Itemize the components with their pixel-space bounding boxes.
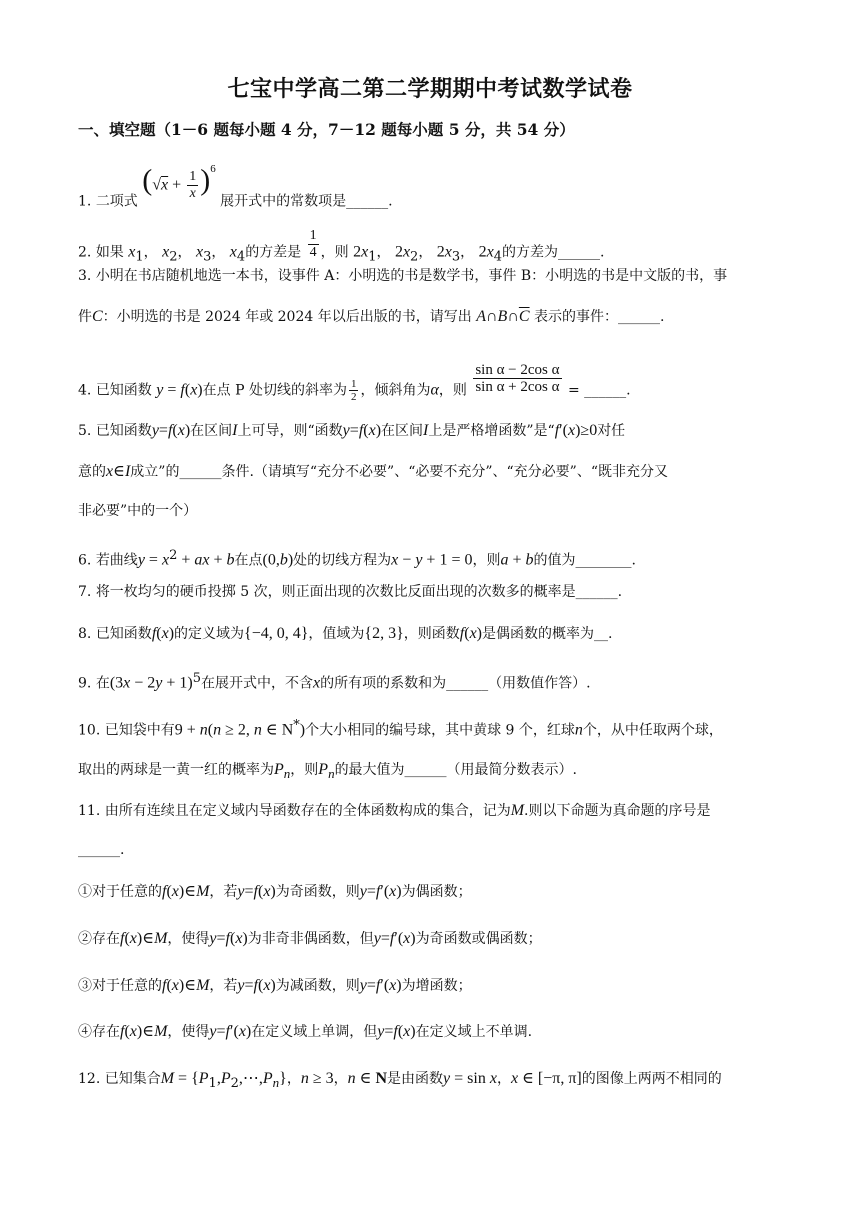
question-11-option-3: ③对于任意的f(x)∈M，若y=f(x)为减函数，则y=f′(x)为增函数； — [78, 977, 472, 994]
question-5-line-2: 意的x∈I成立”的______条件.（请填写“充分不必要”、“必要不充分”、“充分必要”、“既非充分又 — [78, 463, 668, 480]
question-11-line-1: 11. 由所有连续且在定义域内导函数存在的全体函数构成的集合，记为M.则以下命题为真命题的序号是 — [78, 802, 711, 819]
question-5-line-1: 5. 已知函数y=f(x)在区间I上可导，则“函数y=f(x)在区间I上是严格增函数”是“f′(x)≥0对任 — [78, 422, 626, 439]
section-heading: 一、填空题（1－6 题每小题 4 分，7－12 题每小题 5 分，共 54 分） — [78, 120, 575, 139]
question-10-line-2: 取出的两球是一黄一红的概率为$P_n$，则$P_n$的最大值为______（用最简分数表示）. — [78, 761, 578, 781]
question-12: 12. 已知集合$M = \{P_1,P_2,\cdots,P_n\}$，n ≥ 3，n ∈ N是由函数y = sin x，x ∈ [−π, π]的图像上两两不相同的 — [78, 1070, 722, 1091]
question-1: 1. 二项式 (√x + $\frac{1}{x}$ )$^6$ 展开式中的常数项是______. — [78, 162, 393, 210]
question-4: 4. 已知函数 y = f(x)在点 P 处切线的斜率为 $\frac{1}{2}$ ，倾斜角为α，则 $\frac{\text{sin α − 2cos α}}{\text{sin α + 2cos α}}$ = ______. — [78, 362, 631, 403]
question-11-option-4: ④存在f(x)∈M，使得y=f′(x)在定义域上单调，但y=f(x)在定义域上不单调. — [78, 1023, 533, 1040]
question-2: 2. 如果 $x_1$， $x_2$， $x_3$， $x_4$的方差是 $\frac{1}{4}$ ，则 $2x_1$， $2x_2$， $2x_3$， $2x_4$的方差为______. — [78, 228, 605, 265]
question-3-line-1: 3. 小明在书店随机地选一本书，设事件 A：小明选的书是数学书，事件 B：小明选的书是中文版的书，事 — [78, 268, 728, 284]
question-6: 6. 若曲线$y = x^2$ + ax + b在点(0,b)处的切线方程为x − y + 1 = 0，则a + b的值为________. — [78, 548, 636, 569]
question-8: 8. 已知函数f(x)的定义域为{−4, 0, 4}，值域为{2, 3}，则函数f(x)是偶函数的概率为__. — [78, 625, 613, 642]
exam-title: 七宝中学高二第二学期期中考试数学试卷 — [227, 76, 633, 102]
question-3-line-2: 件C：小明选的书是 2024 年或 2024 年以后出版的书，请写出 $A\cap B\cap\overline{C}$ 表示的事件：______. — [78, 308, 665, 325]
question-9: 9. 在$(3x - 2y + 1)^5$在展开式中，不含x的所有项的系数和为______（用数值作答）. — [78, 671, 591, 692]
question-10-line-1: 10. 已知袋中有9 + n(n ≥ 2, n ∈ N*)个大小相同的编号球，其中黄球 9 个，红球n个，从中任取两个球， — [78, 718, 723, 739]
question-11-option-2: ②存在f(x)∈M，使得y=f(x)为非奇非偶函数，但y=f′(x)为奇函数或偶函数； — [78, 930, 542, 947]
question-7: 7. 将一枚均匀的硬币投掷 5 次，则正面出现的次数比反面出现的次数多的概率是______. — [78, 584, 623, 600]
binomial-expression: (√x + $\frac{1}{x}$ )$^6$ — [142, 162, 216, 201]
question-11-option-1: ①对于任意的f(x)∈M，若y=f(x)为奇函数，则y=f′(x)为偶函数； — [78, 883, 472, 900]
question-11-line-2: ______. — [78, 842, 125, 858]
question-5-line-3: 非必要”中的一个） — [78, 503, 198, 519]
